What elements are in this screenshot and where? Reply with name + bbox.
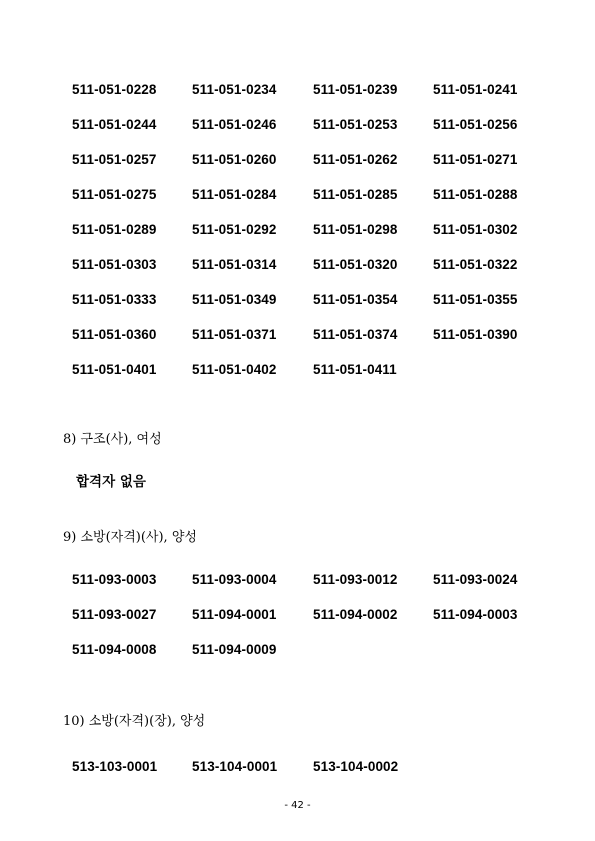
exam-number: 513-104-0001 xyxy=(192,759,278,774)
exam-number: 511-051-0275 xyxy=(72,187,157,202)
exam-number: 511-051-0234 xyxy=(192,82,277,97)
exam-number: 511-051-0228 xyxy=(72,82,157,97)
exam-number: 511-051-0322 xyxy=(433,257,518,272)
exam-number: 511-051-0402 xyxy=(192,362,277,377)
section10-heading: 10) 소방(자격)(장), 양성 xyxy=(63,714,206,729)
exam-number: 511-051-0411 xyxy=(313,362,397,377)
exam-number: 511-051-0262 xyxy=(313,152,398,167)
exam-number: 511-093-0003 xyxy=(72,572,157,587)
section9-number-grid xyxy=(72,562,553,667)
exam-number: 511-051-0355 xyxy=(433,292,518,307)
section8-heading: 8) 구조(사), 여성 xyxy=(63,432,162,447)
section8-no-result: 합격자 없음 xyxy=(76,474,146,490)
exam-number: 511-051-0302 xyxy=(433,222,518,237)
exam-number: 511-051-0288 xyxy=(433,187,518,202)
exam-number: 511-051-0244 xyxy=(72,117,157,132)
exam-number: 511-051-0298 xyxy=(313,222,398,237)
exam-number: 511-093-0024 xyxy=(433,572,518,587)
exam-number: 511-093-0027 xyxy=(72,607,157,622)
exam-number: 511-051-0246 xyxy=(192,117,277,132)
exam-number: 511-094-0003 xyxy=(433,607,518,622)
exam-number: 511-051-0349 xyxy=(192,292,277,307)
exam-number: 511-051-0320 xyxy=(313,257,398,272)
exam-number: 511-051-0256 xyxy=(433,117,518,132)
page-number: - 42 - xyxy=(284,800,311,811)
section9-heading: 9) 소방(자격)(사), 양성 xyxy=(63,530,197,545)
exam-number: 511-051-0303 xyxy=(72,257,157,272)
exam-number: 511-051-0239 xyxy=(313,82,398,97)
exam-number: 511-051-0333 xyxy=(72,292,157,307)
exam-number: 511-051-0289 xyxy=(72,222,157,237)
exam-number: 511-051-0260 xyxy=(192,152,277,167)
exam-number: 511-094-0001 xyxy=(192,607,277,622)
exam-number: 511-051-0285 xyxy=(313,187,398,202)
exam-number: 511-051-0284 xyxy=(192,187,277,202)
section7-number-grid xyxy=(72,72,553,387)
exam-number: 511-094-0002 xyxy=(313,607,398,622)
exam-number: 511-051-0257 xyxy=(72,152,157,167)
exam-number: 511-051-0253 xyxy=(313,117,398,132)
exam-number: 511-094-0009 xyxy=(192,642,277,657)
exam-number: 511-051-0390 xyxy=(433,327,518,342)
exam-number: 511-051-0292 xyxy=(192,222,277,237)
exam-number: 513-103-0001 xyxy=(72,759,158,774)
exam-number: 511-093-0004 xyxy=(192,572,277,587)
exam-number: 511-051-0371 xyxy=(192,327,277,342)
section10-number-grid xyxy=(72,749,553,784)
exam-number: 511-093-0012 xyxy=(313,572,398,587)
exam-number: 511-051-0314 xyxy=(192,257,277,272)
exam-number: 513-104-0002 xyxy=(313,759,399,774)
exam-number: 511-051-0354 xyxy=(313,292,398,307)
exam-number: 511-094-0008 xyxy=(72,642,157,657)
exam-number: 511-051-0360 xyxy=(72,327,157,342)
exam-number: 511-051-0241 xyxy=(433,82,518,97)
exam-number: 511-051-0271 xyxy=(433,152,518,167)
exam-number: 511-051-0401 xyxy=(72,362,157,377)
exam-number: 511-051-0374 xyxy=(313,327,398,342)
